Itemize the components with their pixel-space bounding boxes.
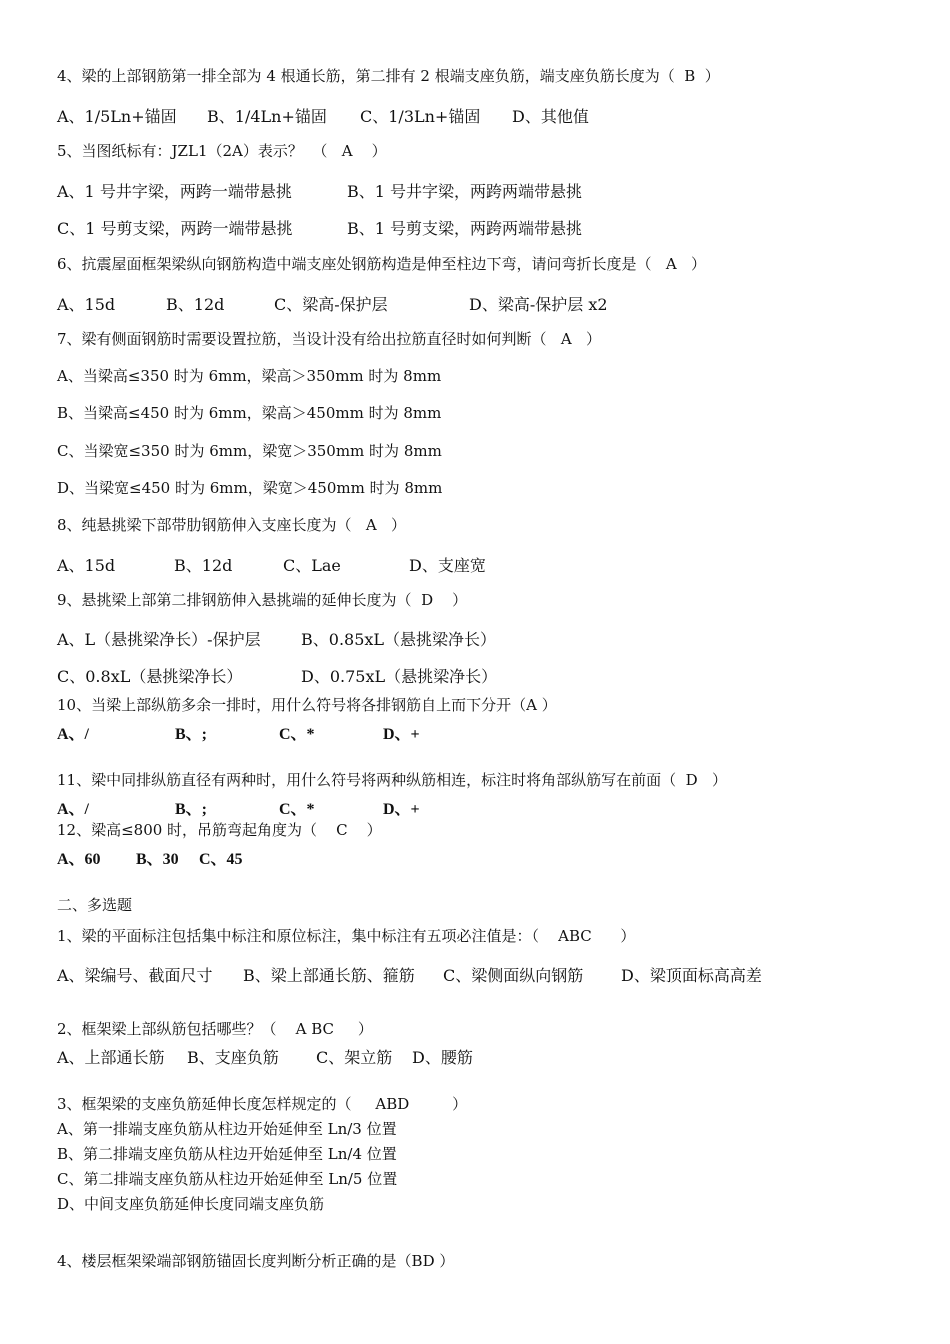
q12-options [57,846,937,866]
m1-option-b: B、梁上部通长筋、箍筋 [243,966,415,985]
q9-option-d: D、0.75xL（悬挑梁净长） [301,667,498,686]
q9-stem: 9、悬挑梁上部第二排钢筋伸入悬挑端的延伸长度为（ D ） [57,591,468,609]
q5-stem: 5、当图纸标有：JZL1（2A）表示？ （ A ） [57,142,387,160]
q7-stem: 7、梁有侧面钢筋时需要设置拉筋，当设计没有给出拉筋直径时如何判断（ A ） [57,330,601,348]
m2-option-c: C、架立筋 [316,1048,393,1067]
q9-option-c: C、0.8xL（悬挑梁净长） [57,667,243,686]
q5-option-a: A、1 号井字梁，两跨一端带悬挑 [57,182,292,201]
q10-option-b: B、; [175,726,208,743]
m2-stem: 2、框架梁上部纵筋包括哪些？（ A BC ） [57,1020,373,1038]
q8-options [57,553,937,573]
q8-stem: 8、纯悬挑梁下部带肋钢筋伸入支座长度为（ A ） [57,516,406,534]
m3-option-b: B、第二排端支座负筋从柱边开始延伸至 Ln/4 位置 [57,1145,397,1163]
q10-option-d: D、+ [383,726,420,743]
q7-option-b: B、当梁高≤450 时为 6mm，梁高＞450mm 时为 8mm [57,404,442,422]
q9-option-a: A、L（悬挑梁净长）-保护层 [57,630,261,649]
q4-option-a: A、1/5Ln+锚固 [57,107,177,126]
m2-option-b: B、支座负筋 [187,1048,279,1067]
m3-option-d: D、中间支座负筋延伸长度同端支座负筋 [57,1195,325,1213]
m3-option-c: C、第二排端支座负筋从柱边开始延伸至 Ln/5 位置 [57,1170,398,1188]
m1-option-c: C、梁侧面纵向钢筋 [443,966,584,985]
q6-option-a: A、15d [57,295,116,314]
q4-option-b: B、1/4Ln+锚固 [207,107,327,126]
q12-option-c: C、45 [199,851,243,868]
q4-options [57,104,937,124]
q8-option-d: D、支座宽 [409,556,486,575]
q7-option-a: A、当梁高≤350 时为 6mm，梁高＞350mm 时为 8mm [57,367,442,385]
q11-option-b: B、; [175,801,208,818]
m1-option-d: D、梁顶面标高高差 [621,966,762,985]
q11-option-c: C、* [279,801,315,818]
m1-options [57,963,937,983]
q9-options-row1 [57,627,937,647]
q10-option-a: A、/ [57,726,90,743]
q4-option-d: D、其他值 [512,107,589,126]
q5-option-b2: B、1 号剪支梁，两跨两端带悬挑 [347,219,583,238]
q12-stem: 12、梁高≤800 时，吊筋弯起角度为（ C ） [57,821,382,839]
q7-option-d: D、当梁宽≤450 时为 6mm，梁宽＞450mm 时为 8mm [57,479,443,497]
m2-option-d: D、腰筋 [412,1048,473,1067]
m1-stem: 1、梁的平面标注包括集中标注和原位标注，集中标注有五项必注值是：（ ABC ） [57,927,636,945]
q11-option-a: A、/ [57,801,90,818]
q12-option-b: B、30 [136,851,179,868]
q8-option-b: B、12d [174,556,233,575]
q10-stem: 10、当梁上部纵筋多余一排时，用什么符号将各排钢筋自上而下分开（A ） [57,696,557,714]
m3-option-a: A、第一排端支座负筋从柱边开始延伸至 Ln/3 位置 [57,1120,397,1138]
q10-option-c: C、* [279,726,315,743]
q6-options [57,292,937,312]
m4-stem: 4、楼层框架梁端部钢筋锚固长度判断分析正确的是（BD ） [57,1252,455,1270]
q6-option-c: C、梁高-保护层 [274,295,388,314]
q12-option-a: A、60 [57,851,101,868]
q6-option-d: D、梁高-保护层 x2 [469,295,608,314]
q5-option-c: C、1 号剪支梁，两跨一端带悬挑 [57,219,293,238]
q11-stem: 11、梁中同排纵筋直径有两种时，用什么符号将两种纵筋相连，标注时将角部纵筋写在前面（ D ） [57,771,727,789]
m2-options [57,1045,937,1065]
section-title: 二、多选题 [57,896,133,914]
q4-option-c: C、1/3Ln+锚固 [360,107,481,126]
m2-option-a: A、上部通长筋 [57,1048,165,1067]
m1-option-a: A、梁编号、截面尺寸 [57,966,213,985]
q8-option-a: A、15d [57,556,116,575]
q6-stem: 6、抗震屋面框架梁纵向钢筋构造中端支座处钢筋构造是伸至柱边下弯，请问弯折长度是（ A ） [57,255,706,273]
q8-option-c: C、Lae [283,556,341,575]
q5-options-row2 [57,216,937,236]
m3-stem: 3、框架梁的支座负筋延伸长度怎样规定的（ ABD ） [57,1095,468,1113]
q11-options [57,796,937,816]
q5-option-b: B、1 号井字梁，两跨两端带悬挑 [347,182,583,201]
q10-options [57,721,937,741]
q5-options-row1 [57,179,937,199]
q4-stem: 4、梁的上部钢筋第一排全部为 4 根通长筋，第二排有 2 根端支座负筋，端支座负筋长度为（ B ） [57,67,720,85]
q9-option-b: B、0.85xL（悬挑梁净长） [301,630,497,649]
q11-option-d: D、+ [383,801,420,818]
q9-options-row2 [57,664,937,684]
q7-option-c: C、当梁宽≤350 时为 6mm，梁宽＞350mm 时为 8mm [57,442,442,460]
q6-option-b: B、12d [166,295,225,314]
